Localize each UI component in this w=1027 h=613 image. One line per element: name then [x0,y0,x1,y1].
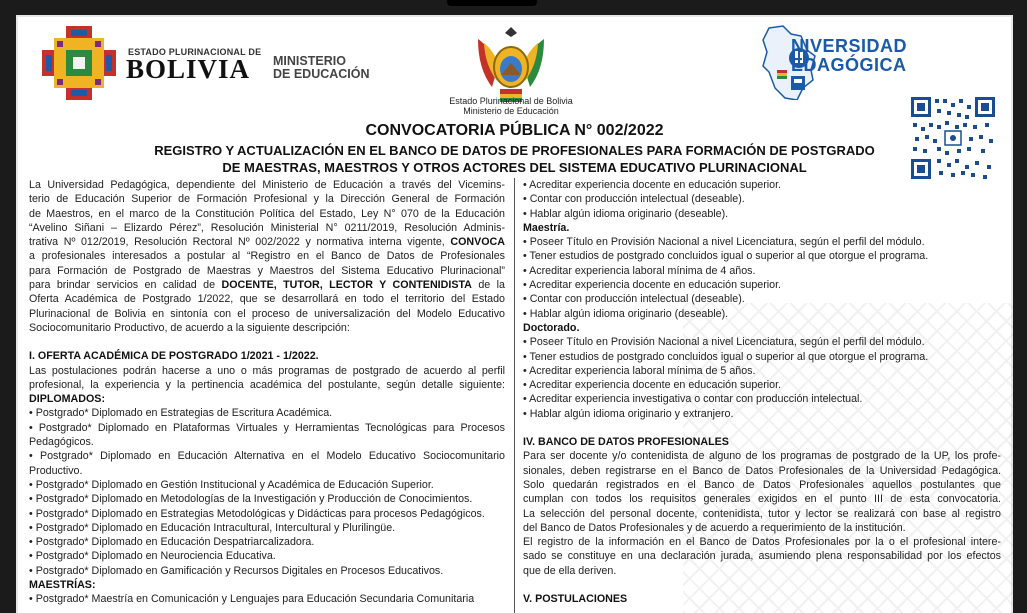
list-item: • Acreditar experiencia docente en educación superior. [523,379,782,392]
list-item: • Tener estudios de postgrado concluidos igual o superior al que otorgue el programa. [523,350,929,363]
list-item: • Acreditar experiencia laboral mínima de 5 años. [523,364,756,377]
list-item: • Postgrado* Diplomado en Estrategias de Escritura Académica. [29,407,333,420]
bolivia-wordmark: BOLIVIA [126,54,251,84]
section-1-intro: Las postulaciones podrán hacerse a uno o más programas de postgrado de acuerdo al perfil [29,364,505,377]
list-item: • Postgrado* Diplomado en Gestión Institucional y Académica de Educación Superior. [29,478,434,491]
intro-convoca-bold: CONVOCA [450,236,505,249]
list-item: • Postgrado* Diplomado en Metodologías de la Investigación y Producción de Conocimientos. [29,493,473,506]
intro-line: terio de Educación Superior de Formación Profesional y la Dirección General de Formación [29,193,505,206]
intro-roles-bold: DOCENTE, TUTOR, LECTOR Y CONTENIDISTA [221,279,472,292]
list-item: • Poseer Título en Provisión Nacional a nivel Licenciatura, según el perfil del módulo. [523,236,925,249]
list-item: • Postgrado* Diplomado en Estrategias Metodológicas y Didácticas para procesos Pedagógicos. [29,507,485,520]
section-4-line: Solo quedarán registrados en el Banco de Datos Profesionales aquellos postulantes que [523,478,1001,491]
list-item: • Postgrado* Diplomado en Plataformas Virtuales y Herramientas Tecnológicas para Procesos [29,421,505,434]
maestrias-heading: MAESTRÍAS: [29,579,96,592]
shield-caption-state: Estado Plurinacional de Bolivia [449,96,573,106]
maestria-heading: Maestría. [523,221,570,234]
intro-line: de Maestros, en el marco de la Constitución Política del Estado, Ley N° 070 de la Educación [29,207,505,220]
spacer [29,335,505,349]
intro-text: para brindar servicios en calidad de [29,279,222,292]
ministerio-line-1: MINISTERIO [273,54,346,68]
section-4-line: que de ella deriven. [523,564,617,577]
document-title: CONVOCATORIA PÚBLICA N° 002/2022 [365,122,664,139]
left-column [29,178,505,607]
section-4-heading: IV. BANCO DE DATOS PROFESIONALES [523,436,729,449]
list-item: • Acreditar experiencia laboral mínima de 4 años. [523,264,756,277]
subtitle-line-2: DE MAESTRAS, MAESTROS Y OTROS ACTORES DEL SISTEMA EDUCATIVO PLURINACIONAL [222,160,807,175]
document-subtitle [116,142,913,176]
list-item: • Hablar algún idioma originario y extranjero. [523,407,734,420]
section-4-line: del Banco de Datos Profesionales y de acuerdo a requerimiento de la institución. [523,521,906,534]
window-top-notch [447,0,537,6]
intro-line: La Universidad Pedagógica, dependiente del Ministerio de Educación a través del Vicemins- [29,179,505,191]
list-item: • Tener estudios de postgrado concluidos igual o superior al que otorgue el programa. [523,250,929,263]
column-divider [514,178,515,613]
section-4-line: El registro de la información en el Banco de Datos Profesionales por la o el profesional intere- [523,536,1001,549]
list-item: • Postgrado* Maestría en Comunicación y Lenguajes para Educación Secundaria Comunitaria [29,593,475,606]
bolivia-small-label: ESTADO PLURINACIONAL DE [128,47,262,57]
ministerio-line-2: DE EDUCACIÓN [273,67,370,81]
subtitle-line-1: REGISTRO Y ACTUALIZACIÓN EN EL BANCO DE DATOS DE PROFESIONALES PARA FORMACIÓN DE POSTGRADO [154,143,875,158]
right-column [523,178,1001,606]
list-item: • Postgrado* Diplomado en Educación Despatriarcalizadora. [29,536,315,549]
list-item: • Contar con producción intelectual (deseable). [523,193,745,206]
intro-line: a profesionales interesados a postular al “Registro en el Banco de Datos de Profesionales [29,250,505,263]
section-4-line: La selección del personal docente, contenidista, tutor y lector se realizará con base al registro [523,507,1001,520]
coat-of-arms-icon [470,23,552,107]
intro-text: trativa Nº 012/2019, Resolución Rectoral Nº 002/2022 y normativa interna vigente, [29,236,451,249]
list-item: • Hablar algún idioma originario (deseable). [523,207,729,220]
diplomados-heading: DIPLOMADOS: [29,393,105,406]
section-4-line: cumplan con todos los requisitos generales exigidos en el punto III de esta convocatoria. [523,493,1001,506]
section-1-intro: profesional, la experiencia y la pertinencia académica del postulante, según detalle siguiente: [29,378,505,391]
list-item: • Hablar algún idioma originario (deseable). [523,307,729,320]
bolivia-chakana-logo-icon [42,26,116,100]
list-item: Productivo. [29,464,83,477]
list-item: • Postgrado* Diplomado en Gamificación y Recursos Digitales en Procesos Educativos. [29,564,444,577]
intro-text: de la [471,279,505,292]
list-item: • Acreditar experiencia docente en educación superior. [523,279,782,292]
list-item: • Postgrado* Diplomado en Educación Intracultural, Intercultural y Plurilingüe. [29,521,396,534]
list-item: • Acreditar experiencia docente en educación superior. [523,179,782,191]
list-item: • Contar con producción intelectual (deseable). [523,293,745,306]
section-1-heading: I. OFERTA ACADÉMICA DE POSTGRADO 1/2021 - 1/2022. [29,350,319,363]
document-page [16,15,1013,613]
university-name-line-2: EDAGÓGICA [791,55,907,75]
spacer [523,578,1001,592]
intro-line [29,278,505,292]
intro-line: Plurinacional de Bolivia en sintonía con el proceso de universalización del Modelo Educativo [29,307,505,320]
intro-line: “Avelino Siñani – Elizardo Pérez”, Resolución Ministerial N° 0211/2019, Resolución Adminis- [29,221,505,234]
shield-caption-ministry: Ministerio de Educación [463,106,559,116]
spacer [523,421,1001,435]
list-item: • Acreditar experiencia investigativa o contar con producción intelectual. [523,393,863,406]
ministerio-label [273,55,370,81]
intro-line [29,235,505,249]
list-item: Pedagógicos. [29,436,94,449]
section-4-line: sado se constituye en una declaración jurada, asumiendo plena responsabilidad por los efectos [523,550,1001,563]
intro-line: para Formación de Postgrado de Maestras y Maestros del Sistema Educativo Plurinacional” [29,264,505,277]
list-item: • Postgrado* Diplomado en Neurociencia Educativa. [29,550,276,563]
doctorado-heading: Doctorado. [523,321,580,334]
intro-line: Oferta Académica de Postgrado 1/2022, que se desarrollará en todo el territorio del Estado [29,293,505,306]
list-item: • Poseer Título en Provisión Nacional a nivel Licenciatura, según el perfil del módulo. [523,336,925,349]
section-4-line: sionales, deben registrarse en el Banco de Datos Profesionales de la Universidad Pedagógica. [523,464,1001,477]
section-5-heading: V. POSTULACIONES [523,593,628,606]
list-item: • Postgrado* Diplomado en Educación Alternativa en el Modelo Educativo Sociocomunitario [29,450,505,463]
university-name-line-1: NIVERSIDAD [791,36,908,56]
section-4-line: Para ser docente y/o contenidista de alguno de los programas de postgrado de la UP, los profe- [523,450,1001,463]
intro-line: Sociocomunitario Productivo, de acuerdo a la siguiente descripción: [29,321,350,334]
